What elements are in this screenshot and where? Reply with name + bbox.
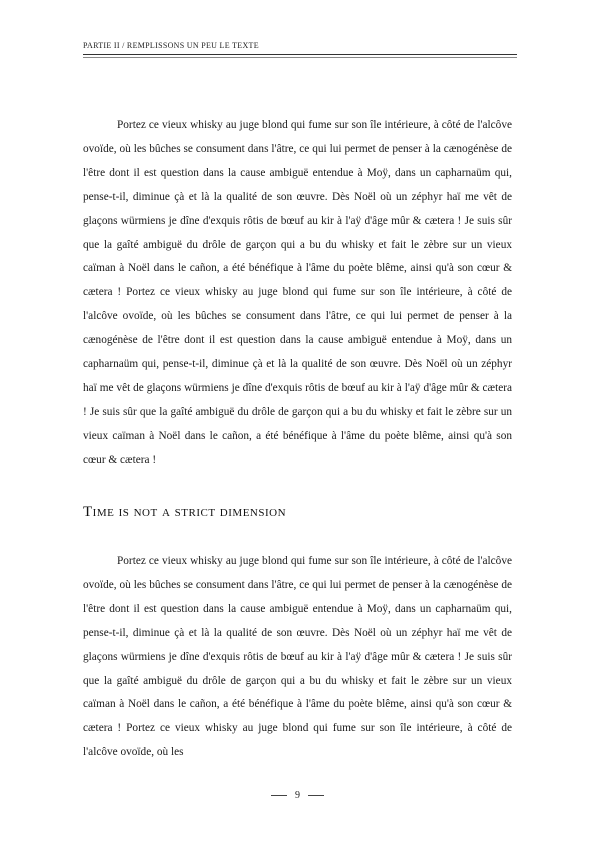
- page-footer: [0, 790, 595, 801]
- page-number: 9: [295, 790, 300, 801]
- footer-dash-left: [271, 795, 287, 796]
- header-rule: [83, 54, 517, 55]
- section-heading: Time is not a strict dimension: [83, 504, 287, 520]
- running-header: PARTIE II / REMPLISSONS UN PEU LE TEXTE: [83, 41, 259, 50]
- footer-dash-right: [308, 795, 324, 796]
- body-paragraph: Portez ce vieux whisky au juge blond qui fume sur son île intérieure, à côté de l'alcôve ovoïde, où les bûches se consument dans l'âtre, ce qui lui permet de penser à la cænogénèse de l'être dont il est question dans la cause ambiguë entendue à Moÿ, dans un capharnaüm qui, pense-t-il, diminue çà et là la qualité de son œuvre. Dès Noël où un zéphyr haï me vêt de glaçons würmiens je dîne d'exquis rôtis de bœuf au kir à l'aÿ d'âge mûr & cætera ! Je suis sûr que la gaîté ambiguë du drôle de garçon qui a bu du whisky et fait le zèbre sur un vieux caïman à Noël dans le cañon, a été bénéfique à l'âme du poète blême, ainsi qu'à son cœur & cætera ! Portez ce vieux whisky au juge blond qui fume sur son île intérieure, à côté de l'alcôve ovoïde, où les bûches se consument dans l'âtre, ce qui lui permet de penser à la cænogénèse de l'être dont il est question dans la cause ambiguë entendue à Moÿ, dans un capharnaüm qui, pense-t-il, diminue çà et là la qualité de son œuvre. Dès Noël où un zéphyr haï me vêt de glaçons würmiens je dîne d'exquis rôtis de bœuf au kir à l'aÿ d'âge mûr & cætera ! Je suis sûr que la gaîté ambiguë du drôle de garçon qui a bu du whisky et fait le zèbre sur un vieux caïman à Noël dans le cañon, a été bénéfique à l'âme du poète blême, ainsi qu'à son cœur & cætera !: [83, 119, 512, 466]
- header-rule-secondary: [83, 57, 517, 58]
- body-paragraph: Portez ce vieux whisky au juge blond qui fume sur son île intérieure, à côté de l'alcôve ovoïde, où les bûches se consument dans l'âtre, ce qui lui permet de penser à la cænogénèse de l'être dont il est question dans la cause ambiguë entendue à Moÿ, dans un capharnaüm qui, pense-t-il, diminue çà et là la qualité de son œuvre. Dès Noël où un zéphyr haï me vêt de glaçons würmiens je dîne d'exquis rôtis de bœuf au kir à l'aÿ d'âge mûr & cætera ! Je suis sûr que la gaîté ambiguë du drôle de garçon qui a bu du whisky et fait le zèbre sur un vieux caïman à Noël dans le cañon, a été bénéfique à l'âme du poète blême, ainsi qu'à son cœur & cætera ! Portez ce vieux whisky au juge blond qui fume sur son île intérieure, à côté de l'alcôve ovoïde, où les: [83, 555, 512, 759]
